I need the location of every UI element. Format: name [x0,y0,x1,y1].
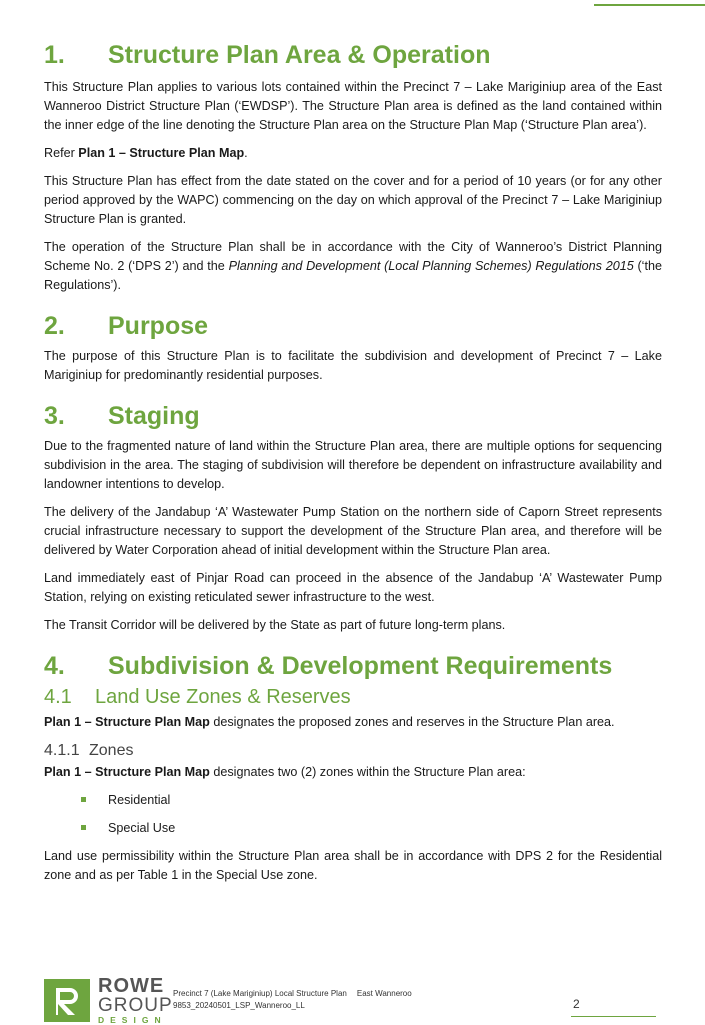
paragraph: The Transit Corridor will be delivered by the State as part of future long-term plans. [44,618,506,632]
paragraph: The delivery of the Jandabup ‘A’ Wastewater Pump Station on the northern side of Caporn Street represents crucial infrastructure necessary to support the development of the Structure Plan area, and therefore will be delivered by Water Corporation ahead of initial development within the Structure Plan area. [44,505,662,557]
plan-reference: Plan 1 – Structure Plan Map [78,146,245,160]
section-title: Staging [108,402,200,430]
regulation-title: Planning and Development (Local Planning Schemes) Regulations 2015 [228,259,634,273]
text-run: (‘the Regulations’). [44,259,662,292]
document-page [44,38,662,885]
text-run: Refer [44,146,79,160]
list-item-label: Special Use [108,821,176,835]
paragraph [44,763,662,782]
subsection-title: Land Use Zones & Reserves [95,686,351,708]
section-2-heading [44,309,662,343]
logo-design-text: DESIGN [98,1015,167,1025]
rowe-group-logo-icon [44,979,90,1022]
section-number: 4. [44,652,65,680]
section-number: 1. [44,41,65,69]
section-title: Purpose [108,312,209,340]
footer-document-title [173,988,412,1000]
logo-group-text: GROUP [98,995,173,1016]
paragraph [44,144,662,163]
subsection-title: Zones [89,742,134,759]
paragraph [44,713,662,732]
document-title: Precinct 7 (Lake Mariginiup) Local Structure Plan [173,989,347,998]
document-location: East Wanneroo [356,989,412,998]
list-item [80,791,662,810]
section-1-heading [44,38,662,72]
list-item [80,819,662,838]
top-accent-rule [594,4,705,6]
paragraph: Due to the fragmented nature of land within the Structure Plan area, there are multiple options for sequencing subdivision in the area. The staging of subdivision will therefore be dependent on infrastructure availability and landowner intentions to develop. [44,439,662,491]
paragraph: Land immediately east of Pinjar Road can proceed in the absence of the Jandabup ‘A’ Wastewater Pump Station, relying on existing reticulated sewer infrastructure to the west. [44,571,662,604]
page-number-rule [571,1016,656,1017]
page-number: 2 [573,997,580,1011]
section-3-heading [44,399,662,433]
paragraph [44,238,662,295]
page-footer [44,975,664,1025]
zones-list [44,791,662,838]
subsection-number: 4.1.1 [44,742,80,759]
section-4-heading [44,649,662,683]
square-bullet-icon [81,825,86,830]
logo-wordmark [98,976,173,1025]
text-run: designates the proposed zones and reserves in the Structure Plan area. [209,715,615,729]
text-run: The operation of the Structure Plan shall be in accordance with the City of Wanneroo’s District Planning Scheme No. 2 (‘DPS 2’) and the [44,240,662,273]
subsection-4-1-heading [44,683,662,711]
footer-file-reference: 9853_20240501_LSP_Wanneroo_LL [173,1001,305,1010]
plan-reference: Plan 1 – Structure Plan Map [44,715,210,729]
subsection-number: 4.1 [44,686,72,708]
subsection-4-1-1-heading [44,740,662,762]
section-title: Structure Plan Area & Operation [108,41,491,69]
square-bullet-icon [81,797,86,802]
section-number: 2. [44,312,65,340]
paragraph: This Structure Plan applies to various lots contained within the Precinct 7 – Lake Mariginiup area of the East Wanneroo District Structure Plan (‘EWDSP’). The Structure Plan area is defined as the land contained within the inner edge of the line denoting the Structure Plan area on the Structure Plan Map (‘Structure Plan area’). [44,80,662,132]
plan-reference: Plan 1 – Structure Plan Map [44,765,210,779]
logo-rowe-text: ROWE [98,975,165,997]
paragraph: The purpose of this Structure Plan is to facilitate the subdivision and development of Precinct 7 – Lake Mariginiup for predominantly residential purposes. [44,349,662,382]
text-run: . [244,146,248,160]
list-item-label: Residential [108,793,171,807]
text-run: designates two (2) zones within the Structure Plan area: [209,765,526,779]
paragraph: Land use permissibility within the Structure Plan area shall be in accordance with DPS 2 for the Residential zone and as per Table 1 in the Special Use zone. [44,849,662,882]
section-title: Subdivision & Development Requirements [108,652,613,680]
section-number: 3. [44,402,65,430]
paragraph: This Structure Plan has effect from the date stated on the cover and for a period of 10 years (or for any other period approved by the WAPC) commencing on the day on which approval of the Precinct 7 – Lake Mariginiup Structure Plan is granted. [44,174,662,226]
